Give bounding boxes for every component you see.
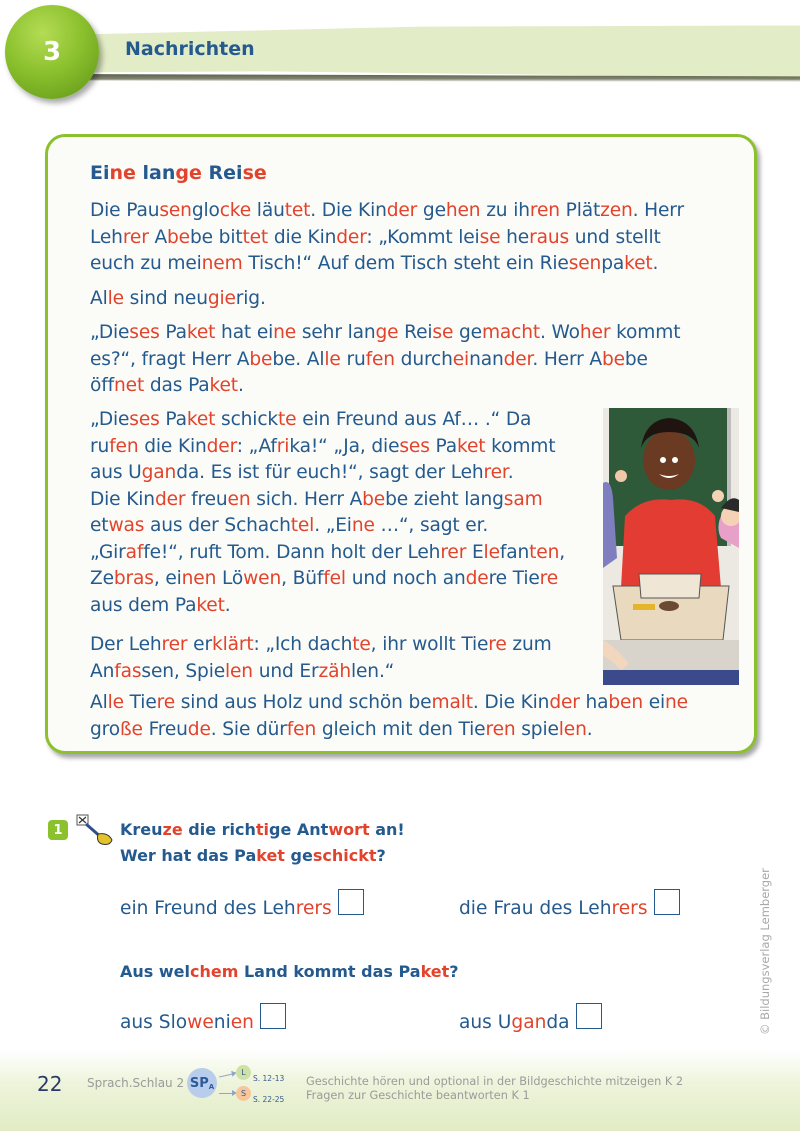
story-line: Alle sind neugierig. <box>90 288 266 309</box>
story-line: Die Pausenglocke läutet. Die Kinder gehen zu ihren Plätzen. Herr <box>90 200 684 221</box>
story-line: „Dieses Paket hat eine sehr lange Reise gemacht. Woher kommt <box>90 322 681 343</box>
story-line: Lehrer Abebe bittet die Kinder: „Kommt leise heraus und stellt <box>90 226 661 248</box>
question-2: Aus welchem Land kommt das Paket? <box>120 962 459 981</box>
answer-option-uganda[interactable] <box>459 1007 602 1033</box>
ref-badge-s <box>236 1086 251 1101</box>
pencil-cross-icon <box>74 812 116 848</box>
story-line: aus dem Paket. <box>90 594 231 616</box>
sp-label: SP <box>189 1075 209 1091</box>
story-line: euch zu meinem Tisch!“ Auf dem Tisch steht ein Riesenpaket. <box>90 253 659 274</box>
story-line: aus Uganda. Es ist für euch!“, sagt der Lehrer. <box>90 462 514 483</box>
answer-option-wife[interactable] <box>459 893 680 919</box>
story-line: „Giraffe!“, ruft Tom. Dann holt der Lehrer Elefanten, <box>90 541 565 563</box>
story-line: es?“, fragt Herr Abebe. Alle rufen durcheinander. Herr Abebe <box>90 348 648 370</box>
story-paragraph <box>90 320 680 400</box>
ref-letter: L <box>241 1068 246 1077</box>
story-line: etwas aus der Schachtel. „Eine …“, sagt er. <box>90 515 489 536</box>
checkbox[interactable] <box>654 889 680 915</box>
story-line: öffnet das Paket. <box>90 375 244 396</box>
answer-label: ein Freund des Lehrers <box>120 898 332 919</box>
answer-label: aus Uganda <box>459 1012 570 1033</box>
sp-badge <box>187 1068 217 1098</box>
checkbox[interactable] <box>260 1003 286 1029</box>
footer-note-2: Fragen zur Geschichte beantworten K 1 <box>306 1089 530 1102</box>
ref-pages-l: S. 12-13 <box>253 1074 285 1083</box>
question-1: Wer hat das Paket geschickt? <box>120 846 386 865</box>
story-paragraph <box>90 407 565 619</box>
story-line: Zebras, einen Löwen, Büffel und noch andere Tiere <box>90 568 559 589</box>
story-paragraph <box>90 632 552 685</box>
chapter-number-badge <box>5 5 99 99</box>
page-number: 22 <box>37 1072 63 1096</box>
story-line: Anfassen, Spielen und Erzählen.“ <box>90 660 395 682</box>
story-title: Eine lange Reise <box>90 162 267 184</box>
exercise-number: 1 <box>53 822 63 838</box>
exercise-number-badge <box>48 820 68 840</box>
story-illustration <box>603 408 739 685</box>
story-line: Alle Tiere sind aus Holz und schön bemalt. Die Kinder haben eine <box>90 692 688 713</box>
copyright-notice: © Bildungsverlag Lemberger <box>758 868 772 1035</box>
answer-option-friend[interactable] <box>120 893 364 919</box>
story-line: Der Lehrer erklärt: „Ich dachte, ihr wollt Tiere zum <box>90 634 552 655</box>
arrow-icon <box>219 1093 233 1094</box>
story-line: „Dieses Paket schickte ein Freund aus Af… .“ Da <box>90 409 532 430</box>
story-line: Die Kinder freuen sich. Herr Abebe zieht langsam <box>90 488 543 510</box>
answer-option-slovenia[interactable] <box>120 1007 286 1033</box>
checkbox[interactable] <box>338 889 364 915</box>
ref-badge-l <box>236 1065 251 1080</box>
answer-label: aus Slowenien <box>120 1012 254 1033</box>
story-paragraph <box>90 690 688 743</box>
story-line: rufen die Kinder: „Afrika!“ „Ja, dieses Paket kommt <box>90 435 556 457</box>
footer-note-1: Geschichte hören und optional in der Bildgeschichte mitzeigen K 2 <box>306 1075 684 1088</box>
exercise-instruction: Kreuze die richtige Antwort an! <box>120 820 405 839</box>
chapter-title: Nachrichten <box>125 38 255 60</box>
ref-letter: S <box>240 1089 247 1098</box>
checkbox[interactable] <box>576 1003 602 1029</box>
sp-sub: A <box>208 1083 215 1091</box>
chapter-number: 3 <box>42 37 62 67</box>
teacher-with-package-image <box>603 408 739 685</box>
ref-pages-s: S. 22-25 <box>253 1095 285 1104</box>
story-line: große Freude. Sie dürfen gleich mit den Tieren spielen. <box>90 718 593 740</box>
story-paragraph <box>90 198 684 278</box>
series-title: Sprach.Schlau 2 <box>87 1076 185 1090</box>
story-paragraph <box>90 286 266 313</box>
answer-label: die Frau des Lehrers <box>459 898 648 919</box>
